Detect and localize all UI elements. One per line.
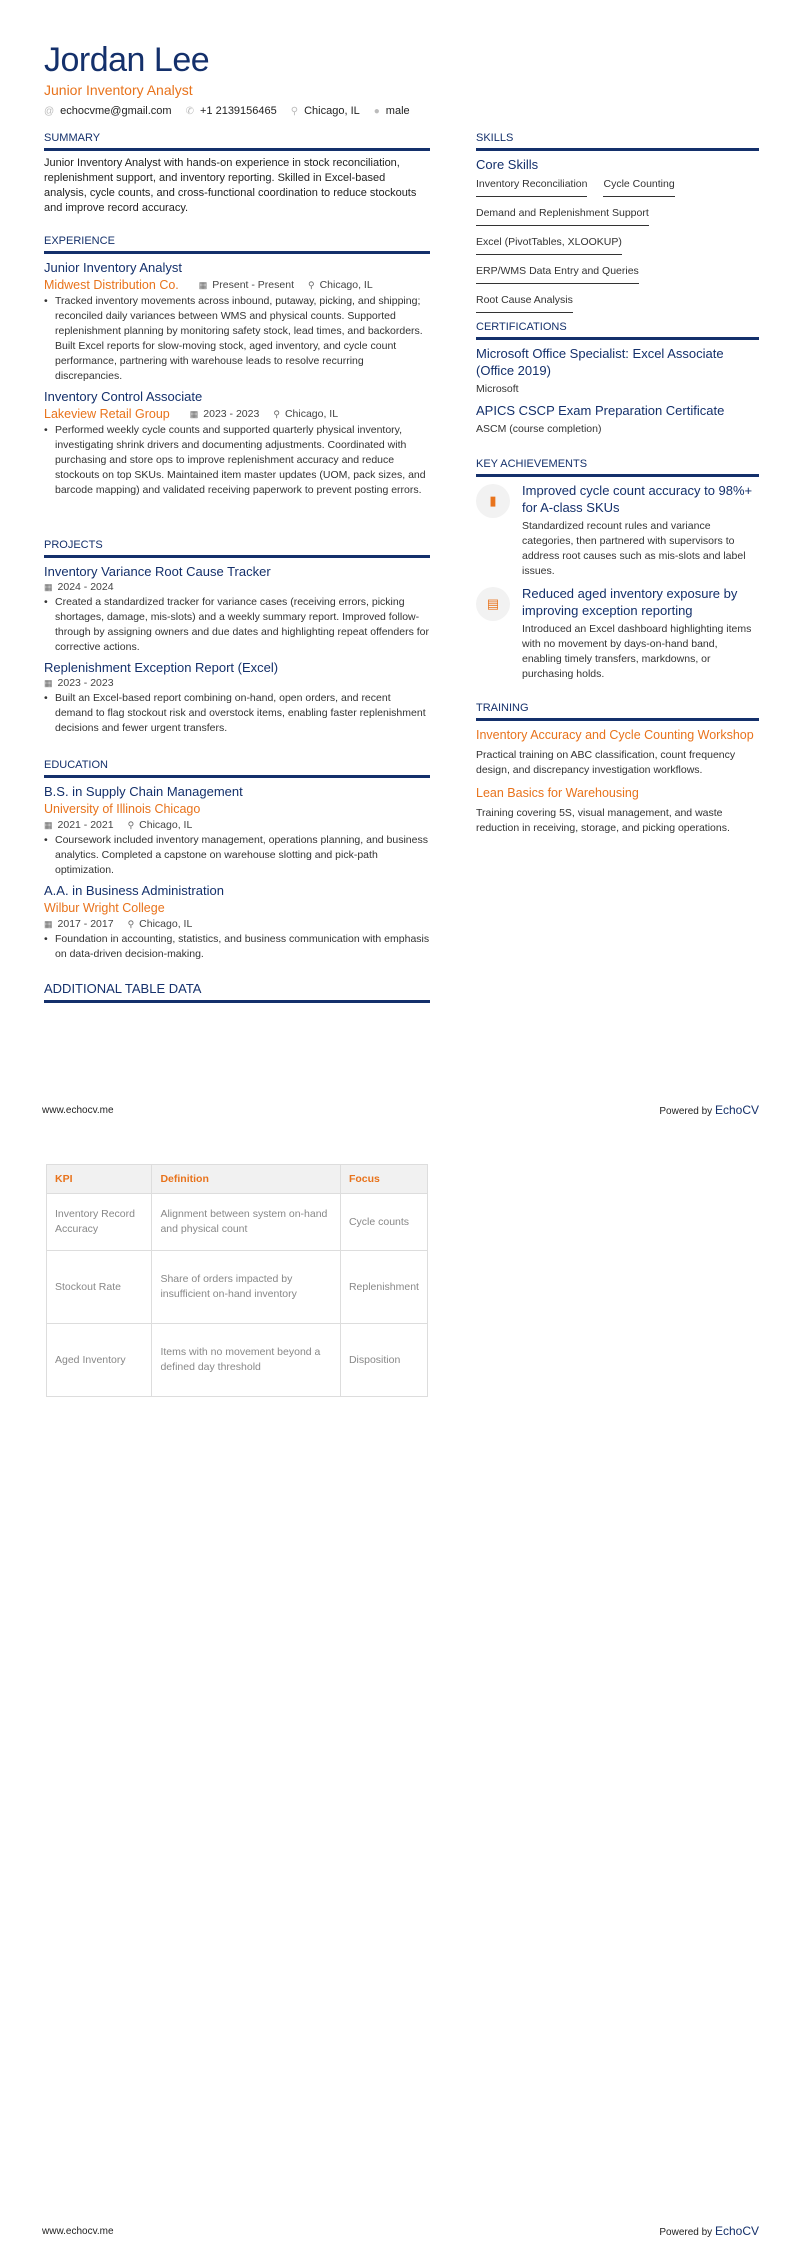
location: Chicago, IL <box>304 105 360 117</box>
resume-header <box>44 40 410 119</box>
gender: male <box>385 105 410 117</box>
dates: 2023 - 2023 <box>57 677 114 689</box>
contact-bar <box>44 104 410 119</box>
table-cell: Alignment between system on-hand and physical count <box>152 1194 340 1251</box>
achievement-text: Introduced an Excel dashboard highlighting items with no movement by days-on-hand band, enabling timely transfers, markdowns, or purchasing holds. <box>522 623 752 680</box>
training-title: Lean Basics for Warehousing <box>476 786 639 800</box>
training-title: Inventory Accuracy and Cycle Counting Workshop <box>476 728 754 742</box>
cert-issuer: Microsoft <box>476 383 519 395</box>
section-heading: SUMMARY <box>44 132 430 151</box>
bullet: • Coursework included inventory management, operations planning, and business analytics. Completed a capstone on warehouse slotting and pick-path optimization. <box>44 833 430 878</box>
table-cell: Stockout Rate <box>47 1251 152 1324</box>
column-header: KPI <box>47 1165 152 1194</box>
section-heading: PROJECTS <box>44 539 430 558</box>
training-section <box>476 702 759 836</box>
calendar-icon: ▦ <box>198 279 208 290</box>
powered-by: Powered by <box>659 2227 713 2238</box>
bullet: • Foundation in accounting, statistics, and business communication with emphasis on data-driven decision-making. <box>44 932 430 962</box>
bullet: • Performed weekly cycle counts and supported quarterly physical inventory, investigating shrink drivers and documenting adjustments. Coordinated with purchasing and store ops to improve replenishment accuracy and reduce stockouts on top SKUs. Maintained item master updates (UOM, pack sizes, and barcode mapping) and validated receiving paperwork to prevent posting errors. <box>44 423 430 498</box>
location-icon: ⚲ <box>127 919 135 929</box>
cert-issuer: ASCM (course completion) <box>476 423 602 435</box>
footer-site-link[interactable]: www.echocv.me <box>42 2226 114 2237</box>
candidate-name: Jordan Lee <box>44 41 210 79</box>
skill-group-title: Core Skills <box>476 157 539 172</box>
person-icon: ● <box>373 106 380 117</box>
brand-logo[interactable]: EchoCV <box>714 1103 759 1117</box>
calendar-chart-icon: ▤ <box>476 587 510 621</box>
column-header: Focus <box>340 1165 427 1194</box>
dates: 2023 - 2023 <box>203 407 260 420</box>
section-heading: CERTIFICATIONS <box>476 321 759 340</box>
skill-chip: Inventory Reconciliation <box>476 173 587 197</box>
degree: A.A. in Business Administration <box>44 883 224 898</box>
table-cell: Replenishment <box>340 1251 427 1324</box>
calculator-icon: ▮ <box>476 484 510 518</box>
calendar-icon: ▦ <box>44 678 53 688</box>
projects-section <box>44 539 430 740</box>
location: Chicago, IL <box>284 407 339 420</box>
achievements-section <box>476 458 759 688</box>
bullet: • Tracked inventory movements across inbound, putaway, picking, and shipping; reconciled daily variances between WMS and physical counts. Supported replenishment planning by monitoring safety stock, lead times, and backorders. Built Excel reports for slow-moving stock, aged inventory, and cycle count performance, partnering with warehouse leads to resolve recurring discrepancies. <box>44 294 430 384</box>
table-cell: Items with no movement beyond a defined day threshold <box>152 1324 340 1397</box>
bullet: • Built an Excel-based report combining on-hand, open orders, and recent demand to flag stockout risk and overstock items, enabling faster replenishment decisions and fewer urgent transfers. <box>44 691 430 736</box>
location: Chicago, IL <box>139 819 193 831</box>
job-title: Junior Inventory Analyst <box>44 260 183 275</box>
achievement-text: Standardized recount rules and variance categories, then partnered with supervisors to address root causes such as mis-slots and label issues. <box>522 520 746 577</box>
email-icon: @ <box>44 106 55 117</box>
calendar-icon: ▦ <box>44 820 53 830</box>
phone[interactable]: +1 2139156465 <box>199 105 277 117</box>
company: Lakeview Retail Group <box>44 407 170 421</box>
brand-logo[interactable]: EchoCV <box>714 2224 759 2238</box>
certifications-section <box>476 321 759 437</box>
phone-icon: ✆ <box>185 106 194 117</box>
training-text: Training covering 5S, visual management, and waste reduction in receiving, storage, and picking operations. <box>476 807 730 834</box>
dates: 2021 - 2021 <box>57 819 114 831</box>
school: University of Illinois Chicago <box>44 802 201 816</box>
table-row <box>47 1324 428 1397</box>
email[interactable]: echocvme@gmail.com <box>60 105 172 117</box>
education-entry <box>44 882 430 962</box>
project-entry <box>44 563 430 655</box>
cert-name: Microsoft Office Specialist: Excel Associate (Office 2019) <box>476 346 724 378</box>
skill-chip: Cycle Counting <box>603 173 674 197</box>
candidate-title: Junior Inventory Analyst <box>44 82 193 98</box>
project-title: Replenishment Exception Report (Excel) <box>44 660 279 675</box>
skill-list <box>476 173 759 318</box>
section-heading: EDUCATION <box>44 759 430 778</box>
column-header: Definition <box>152 1165 340 1194</box>
achievement-title: Reduced aged inventory exposure by improving exception reporting <box>522 586 738 618</box>
skill-chip: Root Cause Analysis <box>476 289 573 313</box>
project-entry <box>44 659 430 736</box>
degree: B.S. in Supply Chain Management <box>44 784 243 799</box>
training-text: Practical training on ABC classification, count frequency design, and discrepancy investigation workflows. <box>476 749 736 776</box>
dates: Present - Present <box>212 278 294 291</box>
cert-name: APICS CSCP Exam Preparation Certificate <box>476 403 725 418</box>
additional-section <box>44 981 430 1008</box>
table-cell: Disposition <box>340 1324 427 1397</box>
section-heading: KEY ACHIEVEMENTS <box>476 458 759 477</box>
footer-site-link[interactable]: www.echocv.me <box>42 1105 114 1116</box>
location-icon: ⚲ <box>127 820 135 830</box>
section-heading: TRAINING <box>476 702 759 721</box>
job-title: Inventory Control Associate <box>44 389 203 404</box>
education-entry <box>44 783 430 878</box>
achievement <box>476 482 759 579</box>
location-icon: ⚲ <box>290 106 299 117</box>
location: Chicago, IL <box>319 278 373 291</box>
section-heading: ADDITIONAL TABLE DATA <box>44 981 430 1003</box>
achievement <box>476 585 759 682</box>
table-cell: Cycle counts <box>340 1194 427 1251</box>
experience-entry <box>44 388 430 498</box>
location: Chicago, IL <box>139 918 193 930</box>
dates: 2017 - 2017 <box>57 918 114 930</box>
page-footer <box>42 1103 759 1119</box>
section-heading: SKILLS <box>476 132 759 151</box>
summary-text: Junior Inventory Analyst with hands-on experience in stock reconciliation, replenishment support, and inventory reporting. Skilled in Excel-based analysis, cycle counts, and cross-functional coordination to reduce stockouts and improve record accuracy. <box>44 157 417 214</box>
experience-entry <box>44 259 430 384</box>
table-cell: Share of orders impacted by insufficient on-hand inventory <box>152 1251 340 1324</box>
calendar-icon: ▦ <box>189 408 199 419</box>
location-icon: ⚲ <box>273 408 280 419</box>
skill-chip: Excel (PivotTables, XLOOKUP) <box>476 231 622 255</box>
skills-section <box>476 132 759 318</box>
school: Wilbur Wright College <box>44 901 165 915</box>
table-row <box>47 1251 428 1324</box>
calendar-icon: ▦ <box>44 582 53 592</box>
skill-chip: ERP/WMS Data Entry and Queries <box>476 260 639 284</box>
section-heading: EXPERIENCE <box>44 235 430 254</box>
achievement-title: Improved cycle count accuracy to 98%+ for A-class SKUs <box>522 483 753 515</box>
experience-section <box>44 235 430 502</box>
company: Midwest Distribution Co. <box>44 278 179 292</box>
education-section <box>44 759 430 966</box>
table-row <box>47 1194 428 1251</box>
page-footer <box>42 2224 759 2240</box>
powered-by: Powered by <box>659 1106 713 1117</box>
summary-section <box>44 132 430 216</box>
kpi-table <box>46 1164 428 1397</box>
location-icon: ⚲ <box>307 279 315 290</box>
project-title: Inventory Variance Root Cause Tracker <box>44 564 271 579</box>
skill-chip: Demand and Replenishment Support <box>476 202 649 226</box>
table-cell: Inventory Record Accuracy <box>47 1194 152 1251</box>
calendar-icon: ▦ <box>44 919 53 929</box>
bullet: • Created a standardized tracker for variance cases (receiving errors, picking shortages, damage, mis-slots) and a weekly summary report. Improved follow-through by assigning owners and due dates and highlighting repeat offenders for corrective actions. <box>44 595 430 655</box>
table-cell: Aged Inventory <box>47 1324 152 1397</box>
dates: 2024 - 2024 <box>57 581 114 593</box>
